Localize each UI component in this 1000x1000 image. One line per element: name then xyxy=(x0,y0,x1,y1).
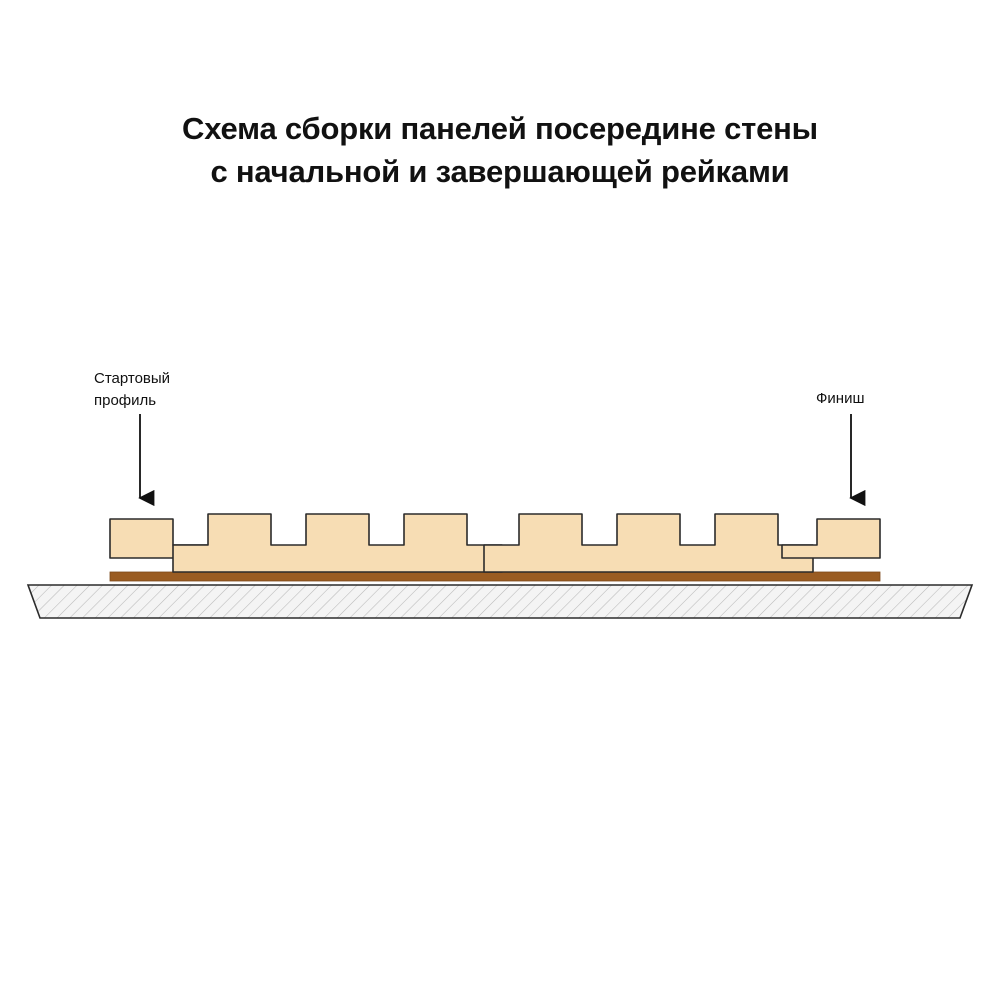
finish-profile-label-line-1: Финиш xyxy=(816,390,865,407)
page-title-line-1: Схема сборки панелей посередине стены xyxy=(182,111,818,146)
start-profile-label-line-2: профиль xyxy=(94,391,157,409)
slat-panel-right xyxy=(484,514,813,572)
page-title-line-2: с начальной и завершающей рейками xyxy=(210,153,790,189)
start-profile-label xyxy=(94,368,170,412)
adhesive-layer xyxy=(110,572,880,581)
wall-surface xyxy=(28,585,972,618)
finish-rail xyxy=(782,519,880,558)
start-profile-label-line-1: Стартовый xyxy=(94,370,171,387)
finish-profile-label xyxy=(816,388,864,410)
slat-panel-left xyxy=(173,514,502,572)
